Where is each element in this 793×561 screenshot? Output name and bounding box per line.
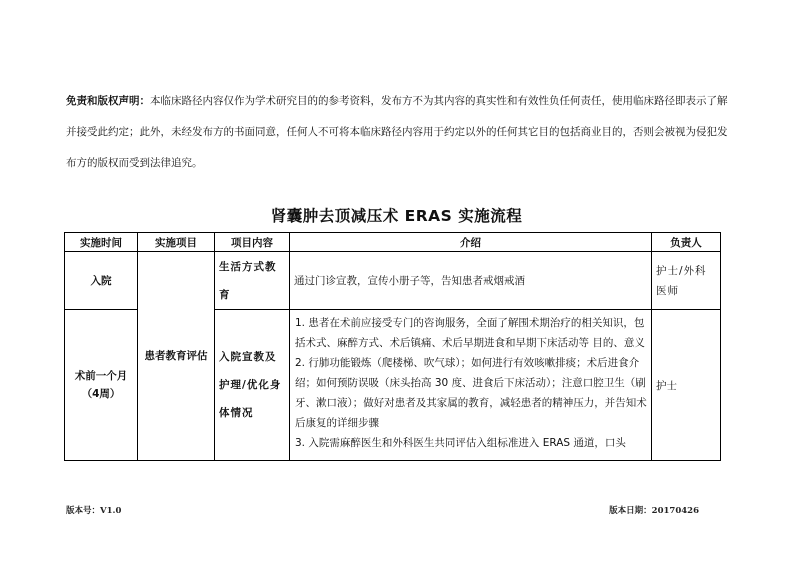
header-owner: 负责人 <box>652 233 721 252</box>
intro-line: 通过门诊宣教，宣传小册子等，告知患者戒烟戒酒 <box>294 275 525 287</box>
cell-time: 术前一个月（4周） <box>65 310 138 461</box>
intro-line: 2. 行肺功能锻炼（爬楼梯、吹气球）；如何进行有效咳嗽排痰；术后进食介绍；如何预防误吸（床头抬高 30 度、进食后下床活动）；注意口腔卫生（刷牙、漱口液）；做好对患者及其家属的教育，减轻患者的精神压力，并告知术后康复的详细步骤 <box>295 357 647 429</box>
disclaimer-text: 本临床路径内容仅作为学术研究目的的参考资料，发布方不为其内容的真实性和有效性负任何责任，使用临床路径即表示了解并接受此约定；此外，未经发布方的书面同意，任何人不可将本临床路径内容用于约定以外的任何其它目的包括商业目的，否则会被视为侵犯发布方的版权而受到法律追究。 <box>66 95 728 169</box>
cell-owner: 护士 <box>652 310 721 461</box>
header-item: 项目内容 <box>215 233 290 252</box>
header-time: 实施时间 <box>65 233 138 252</box>
footer-date: 版本日期：20170426 <box>609 506 699 516</box>
intro-line: 1. 患者在术前应接受专门的咨询服务，全面了解围术期治疗的相关知识，包括术式、麻醉方式、术后镇痛、术后早期进食和早期下床活动等 目的、意义 <box>295 317 645 349</box>
cell-owner: 护士/外科医师 <box>652 252 721 310</box>
header-project: 实施项目 <box>138 233 215 252</box>
eras-pathway-table <box>64 232 721 461</box>
table-row <box>65 252 721 310</box>
cell-project: 患者教育评估 <box>138 252 215 461</box>
cell-item: 生活方式教育 <box>215 252 290 310</box>
cell-intro <box>290 252 652 310</box>
disclaimer-paragraph <box>66 86 732 179</box>
document-title: 肾囊肿去顶减压术 ERAS 实施流程 <box>270 207 523 225</box>
disclaimer-label: 免责和版权声明： <box>66 95 150 107</box>
cell-item: 入院宣教及护理/优化身体情况 <box>215 310 290 461</box>
header-intro: 介绍 <box>290 233 652 252</box>
table-header-row <box>65 233 721 252</box>
cell-intro <box>290 310 652 461</box>
intro-line: 3. 入院需麻醉医生和外科医生共同评估入组标准进入 ERAS 通道，口头 <box>295 437 626 449</box>
footer-version: 版本号：V1.0 <box>66 506 122 516</box>
cell-time: 入院 <box>65 252 138 310</box>
